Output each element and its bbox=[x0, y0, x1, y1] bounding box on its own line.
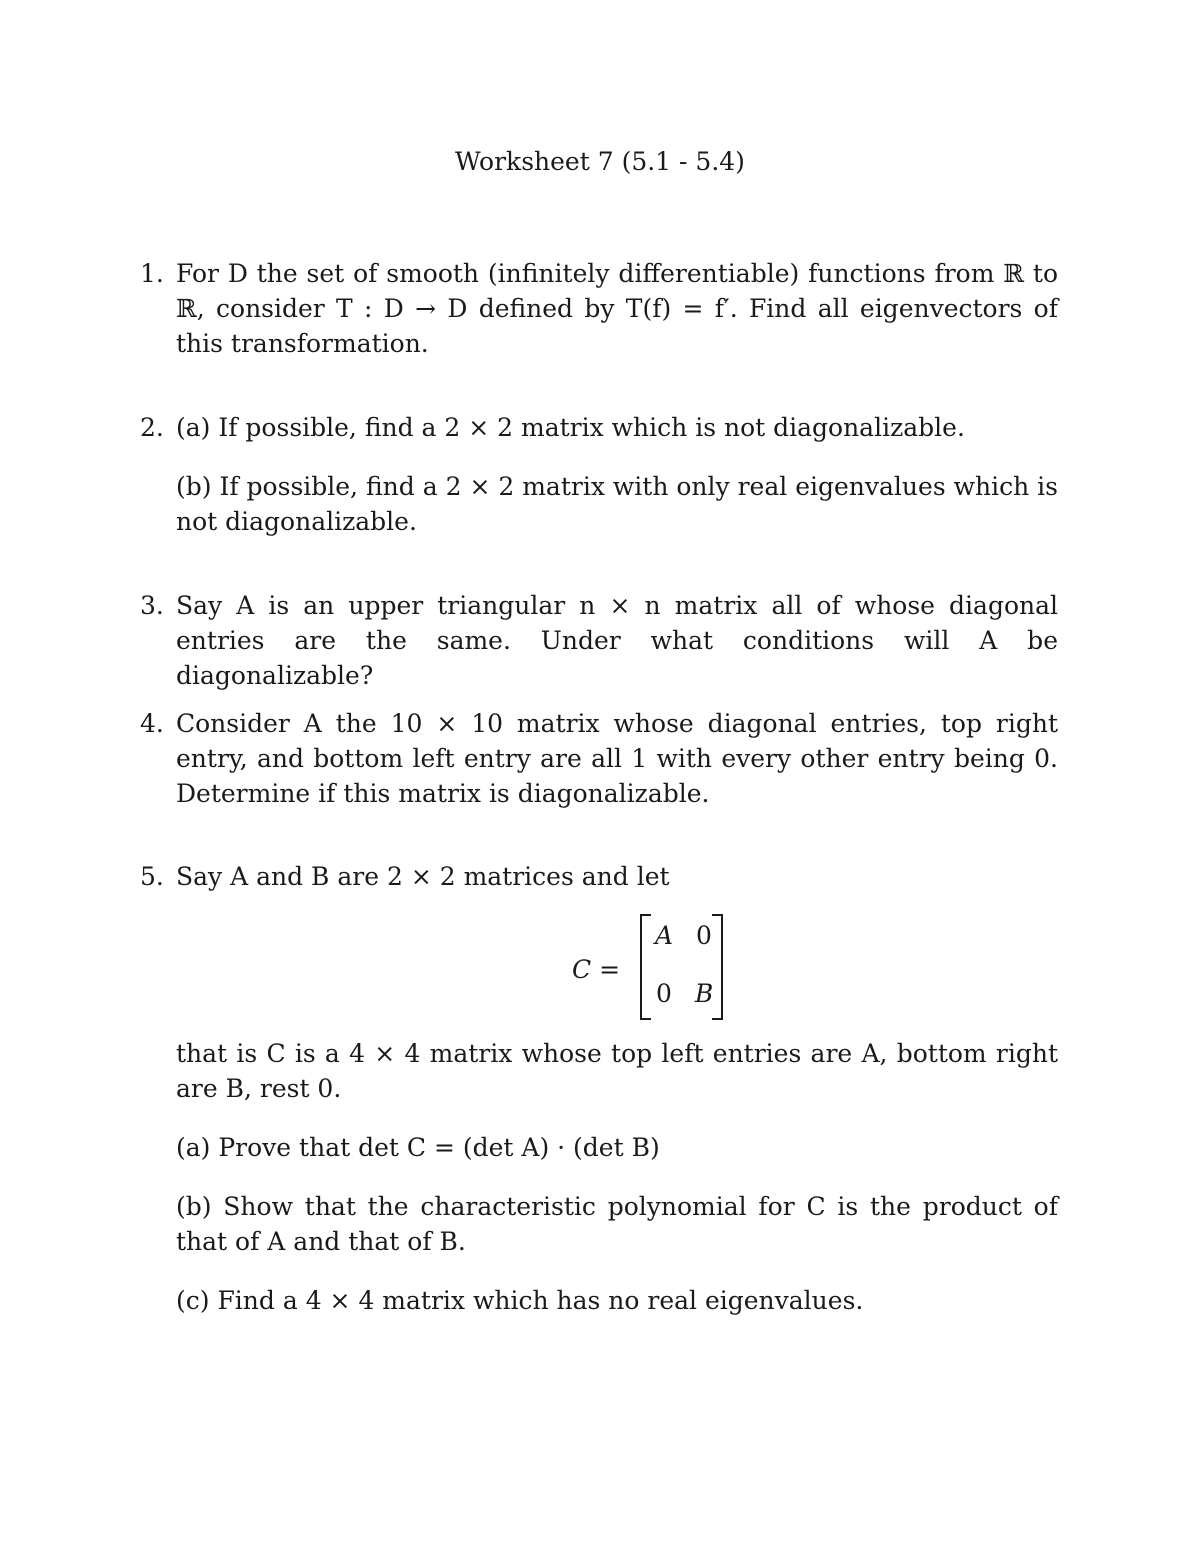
problem-3 bbox=[140, 588, 1058, 693]
problem-1 bbox=[140, 256, 1058, 361]
matrix-cell: 0 bbox=[656, 979, 672, 1008]
problem-number: 2. bbox=[140, 413, 164, 442]
problem-part-b: (b) Show that the characteristic polynomial for C is the product of that of A and that of B. bbox=[176, 1192, 1058, 1256]
matrix-cell: A bbox=[654, 921, 674, 950]
matrix-cell: B bbox=[694, 979, 714, 1008]
problem-5 bbox=[140, 859, 1058, 1318]
right-bracket bbox=[712, 914, 723, 1020]
problem-number: 1. bbox=[140, 259, 164, 288]
problem-description: that is C is a 4 × 4 matrix whose top left entries are A, bottom right are B, rest 0. bbox=[176, 1039, 1058, 1103]
problem-4 bbox=[140, 706, 1058, 811]
problem-2 bbox=[140, 410, 1058, 539]
problem-part-a: (a) If possible, find a 2 × 2 matrix which is not diagonalizable. bbox=[176, 413, 965, 442]
problem-text: Consider A the 10 × 10 matrix whose diagonal entries, top right entry, and bottom left entry are all 1 with every other entry being 0. Determine if this matrix is diagonalizable. bbox=[176, 709, 1058, 808]
problem-text: Say A is an upper triangular n × n matrix all of whose diagonal entries are the same. Under what conditions will A be diagonalizable? bbox=[176, 591, 1058, 690]
problem-part-c: (c) Find a 4 × 4 matrix which has no real eigenvalues. bbox=[176, 1286, 864, 1315]
page-title: Worksheet 7 (5.1 - 5.4) bbox=[455, 147, 745, 176]
block-matrix-equation bbox=[176, 914, 1058, 1036]
matrix-cell: 0 bbox=[696, 921, 712, 950]
problem-intro: Say A and B are 2 × 2 matrices and let bbox=[176, 862, 670, 891]
problem-text: For D the set of smooth (infinitely differentiable) functions from ℝ to ℝ, consider T : D → D defined by T(f) = f′. Find all eigenvectors of this transformation. bbox=[176, 259, 1058, 358]
problem-part-a: (a) Prove that det C = (det A) · (det B) bbox=[176, 1133, 660, 1162]
problem-part-b: (b) If possible, find a 2 × 2 matrix with only real eigenvalues which is not diagonalizable. bbox=[176, 472, 1058, 536]
problem-number: 4. bbox=[140, 709, 164, 738]
problem-number: 3. bbox=[140, 591, 164, 620]
problem-number: 5. bbox=[140, 862, 164, 891]
left-bracket bbox=[640, 914, 651, 1020]
equation-lhs: C = bbox=[572, 955, 621, 984]
